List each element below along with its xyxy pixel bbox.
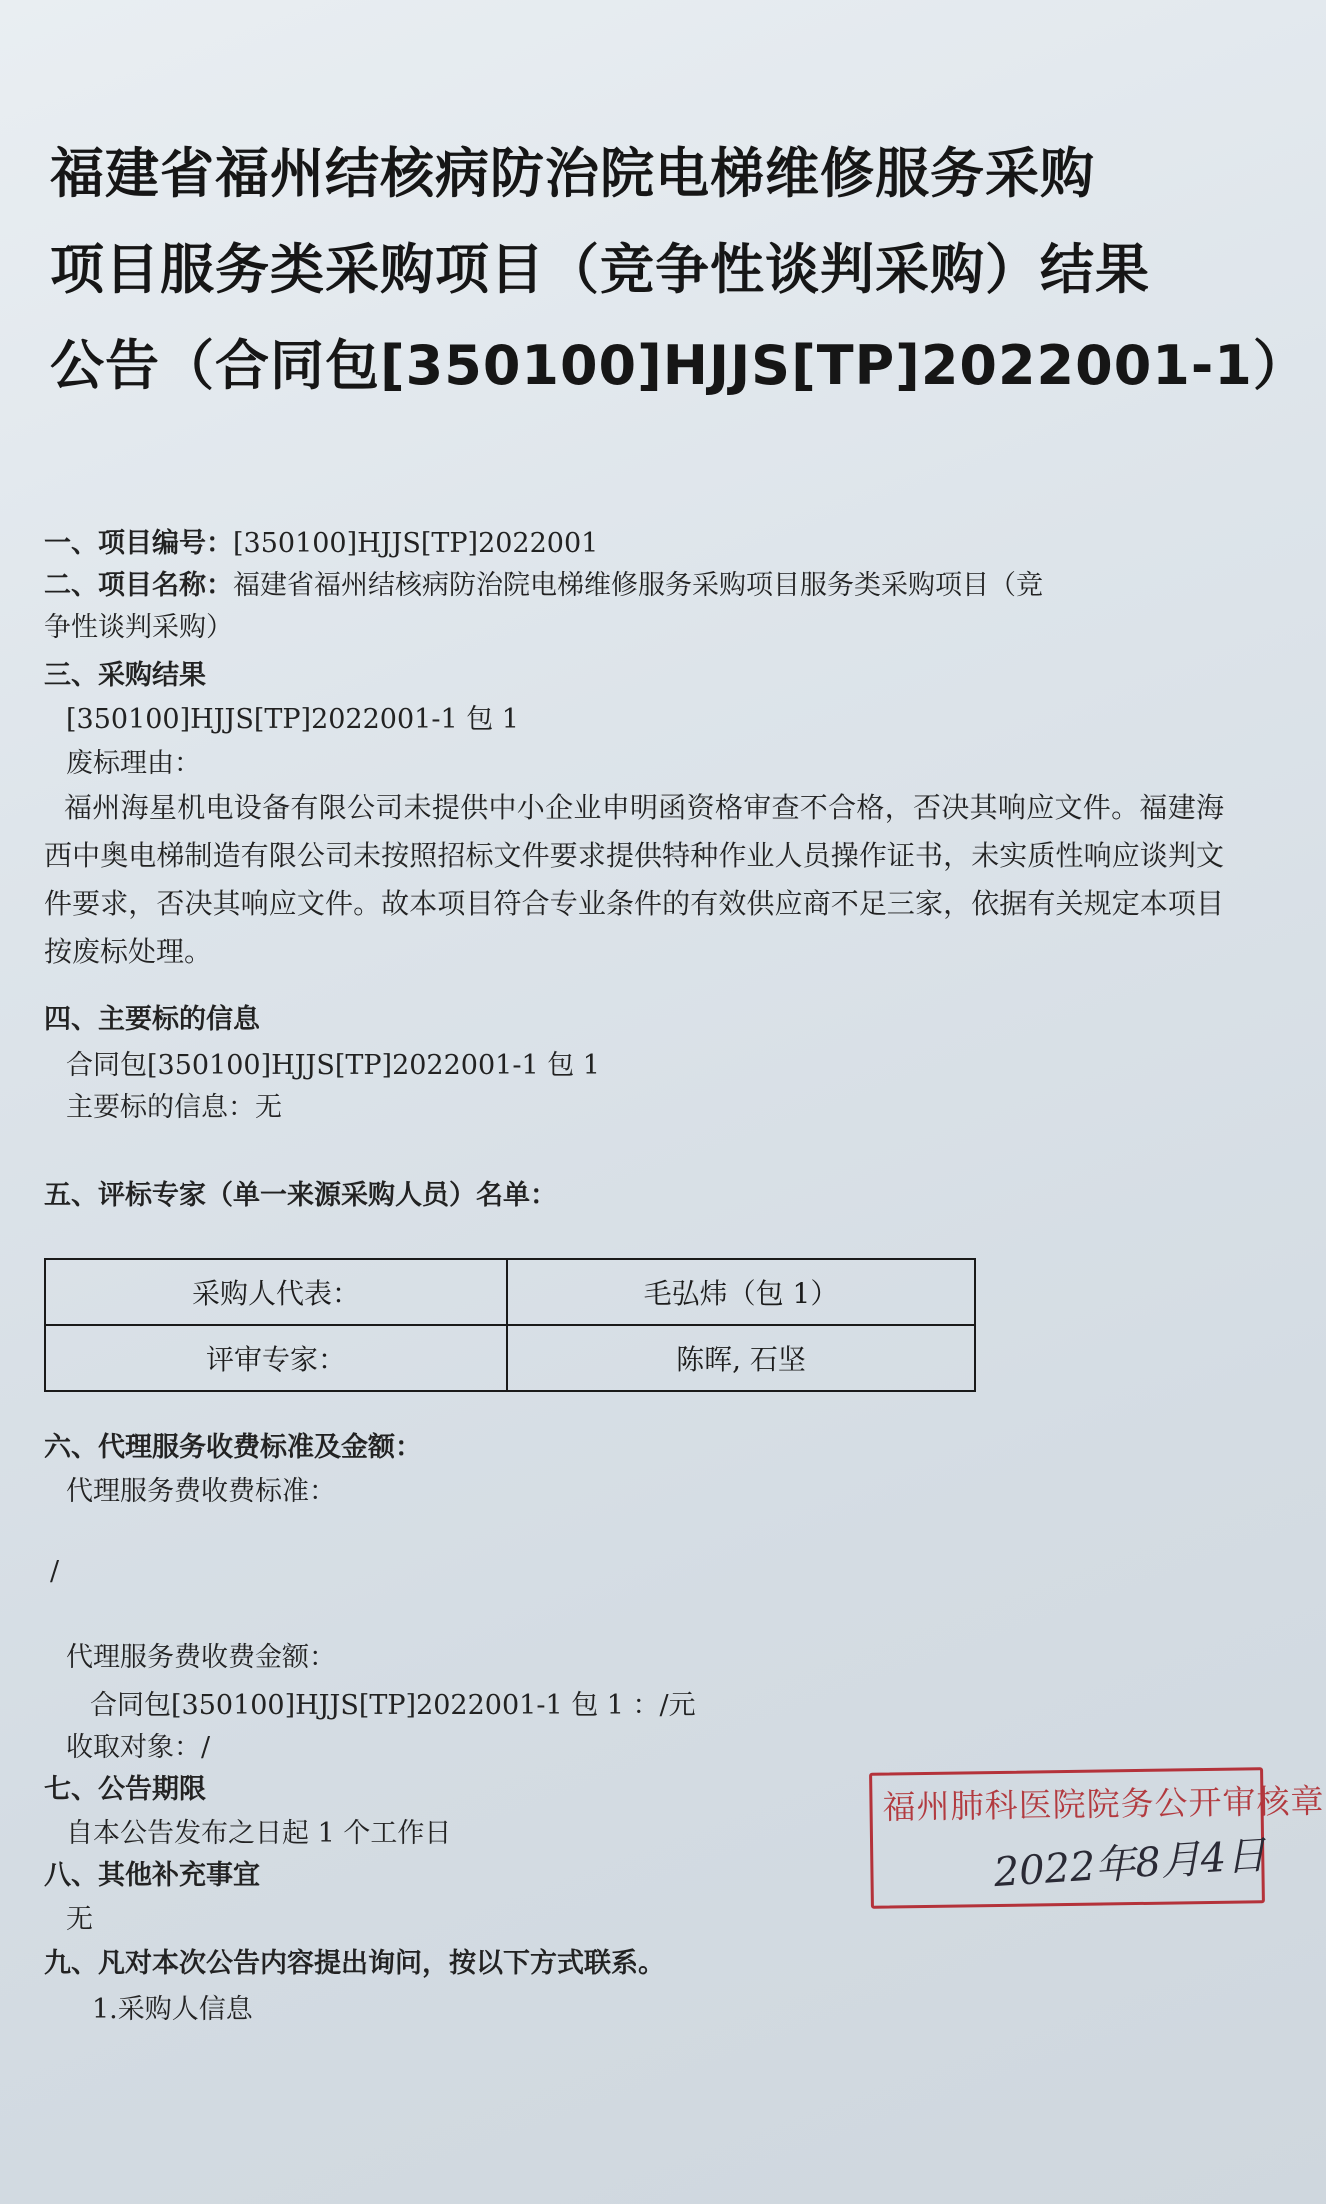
table-cell-label: 评审专家： — [45, 1325, 507, 1391]
stamp-text: 福州肺科医院院务公开审核章 — [882, 1781, 1325, 1827]
main-items-package: 合同包[350100]HJJS[TP]2022001-1 包 1 — [66, 1050, 600, 1081]
section-heading-inquiry: 九、凡对本次公告内容提出询问，按以下方式联系。 — [44, 1948, 665, 1979]
main-items-info: 主要标的信息：无 — [66, 1092, 282, 1123]
table-cell-value: 陈晖, 石坚 — [507, 1325, 975, 1391]
section-heading-supplementary: 八、其他补充事宜 — [44, 1860, 260, 1891]
section-project-name — [44, 568, 1043, 604]
section-heading-agency-fee: 六、代理服务收费标准及金额： — [44, 1432, 422, 1463]
experts-table — [44, 1258, 976, 1392]
fee-standard-value: / — [50, 1556, 60, 1587]
reason-label: 废标理由： — [66, 748, 201, 779]
period-text: 自本公告发布之日起 1 个工作日 — [66, 1818, 452, 1849]
section-project-number — [44, 526, 598, 562]
section-heading-period: 七、公告期限 — [44, 1774, 206, 1805]
title-line-2: 项目服务类采购项目（竞争性谈判采购）结果 — [50, 238, 1150, 301]
section-heading-procurement-result: 三、采购结果 — [44, 660, 206, 691]
result-package: [350100]HJJS[TP]2022001-1 包 1 — [66, 704, 519, 735]
table-cell-label: 采购人代表： — [45, 1259, 507, 1325]
project-name-value: 福建省福州结核病防治院电梯维修服务采购项目服务类采购项目（竞 — [233, 570, 1043, 601]
fee-standard-label: 代理服务费收费标准： — [66, 1476, 336, 1507]
fee-target: 收取对象：/ — [66, 1732, 211, 1763]
section-heading: 二、项目名称： — [44, 570, 233, 601]
section-heading-main-items: 四、主要标的信息 — [44, 1004, 260, 1035]
inquiry-sub: 1.采购人信息 — [92, 1994, 253, 2025]
project-number-value: [350100]HJJS[TP]2022001 — [233, 528, 599, 559]
document-title — [50, 126, 1308, 414]
title-line-3: 公告（合同包[350100]HJJS[TP]2022001-1） — [50, 334, 1308, 397]
reason-text: 福州海星机电设备有限公司未提供中小企业申明函资格审查不合格，否决其响应文件。福建海西中奥电梯制造有限公司未按照招标文件要求提供特种作业人员操作证书，未实质性响应谈判文件要求，否决其响应文件。故本项目符合专业条件的有效供应商不足三家，依据有关规定本项目按废标处理。 — [44, 791, 1224, 968]
project-name-continuation: 争性谈判采购） — [44, 612, 233, 643]
section-heading-experts: 五、评标专家（单一来源采购人员）名单： — [44, 1180, 557, 1211]
title-line-1: 福建省福州结核病防治院电梯维修服务采购 — [50, 142, 1095, 205]
supplementary-text: 无 — [66, 1904, 93, 1935]
fee-amount-value: 合同包[350100]HJJS[TP]2022001-1 包 1 ：/元 — [90, 1690, 696, 1721]
review-stamp — [869, 1767, 1325, 1908]
table-row — [45, 1325, 975, 1391]
stamp-handwritten-date: 2022年8月4日 — [992, 1832, 1268, 1897]
table-row — [45, 1259, 975, 1325]
fee-amount-label: 代理服务费收费金额： — [66, 1642, 336, 1673]
section-heading: 一、项目编号： — [44, 528, 233, 559]
table-cell-value: 毛弘炜（包 1） — [507, 1259, 975, 1325]
